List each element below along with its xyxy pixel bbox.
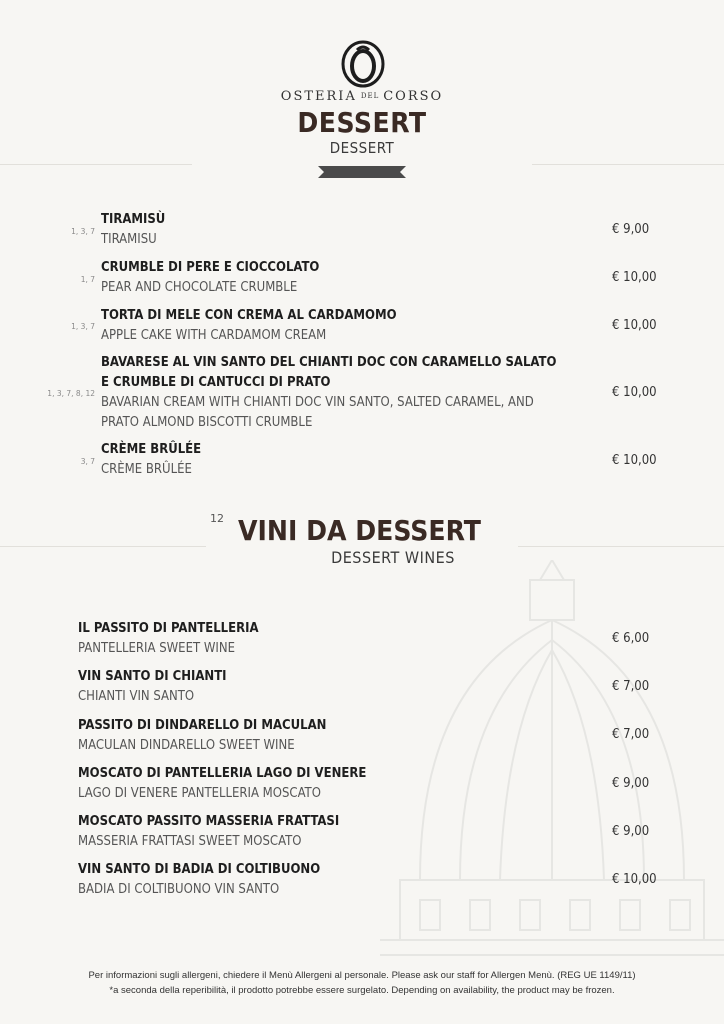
item-name-it: TIRAMISÙ xyxy=(101,212,166,227)
item-name-it: CRÈME BRÛLÉE xyxy=(101,442,202,457)
item-name-en: APPLE CAKE WITH CARDAMOM CREAM xyxy=(101,328,327,343)
item-name-en: TIRAMISU xyxy=(101,232,157,247)
item-name-it: VIN SANTO DI BADIA DI COLTIBUONO xyxy=(78,862,321,877)
section-subtitle: DESSERT WINES xyxy=(331,548,455,567)
osteria-logo-icon xyxy=(340,40,386,88)
allergen-codes: 1, 3, 7 xyxy=(71,322,95,331)
item-name-it: CRUMBLE DI PERE E CIOCCOLATO xyxy=(101,260,320,275)
allergen-codes: 1, 3, 7 xyxy=(71,227,95,236)
duomo-watermark-image xyxy=(380,560,724,960)
frozen-note: *a seconda della reperibilità, il prodotto potrebbe essere surgelato. Depending on availability, the product may be frozen. xyxy=(109,985,615,996)
footer-notes xyxy=(0,968,724,998)
item-name-en: PANTELLERIA SWEET WINE xyxy=(78,641,235,656)
item-name-it: MOSCATO PASSITO MASSERIA FRATTASI xyxy=(78,814,340,829)
divider-left xyxy=(0,164,192,165)
restaurant-name: OSTERIA DEL CORSO xyxy=(280,89,444,104)
item-price: € 6,00 xyxy=(612,631,650,646)
item-price: € 10,00 xyxy=(612,318,657,333)
item-name-it: MOSCATO DI PANTELLERIA LAGO DI VENERE xyxy=(78,766,367,781)
title-ribbon xyxy=(318,166,406,178)
menu-item xyxy=(78,716,326,756)
divider-left xyxy=(0,546,206,547)
item-price: € 7,00 xyxy=(612,679,650,694)
item-price: € 9,00 xyxy=(612,776,650,791)
menu-item xyxy=(78,764,366,804)
item-name-en: BAVARIAN CREAM WITH CHIANTI DOC VIN SANTO, SALTED CARAMEL, AND xyxy=(101,395,534,410)
item-price: € 10,00 xyxy=(612,453,657,468)
item-name-it: BAVARESE AL VIN SANTO DEL CHIANTI DOC CON CARAMELLO SALATO xyxy=(101,355,557,370)
menu-item xyxy=(101,306,397,346)
menu-item xyxy=(101,258,319,298)
item-name-it: PASSITO DI DINDARELLO DI MACULAN xyxy=(78,718,327,733)
menu-item xyxy=(101,210,165,250)
item-name-it: TORTA DI MELE CON CREMA AL CARDAMOMO xyxy=(101,308,397,323)
item-price: € 10,00 xyxy=(612,385,657,400)
page-title: DESSERT xyxy=(297,106,427,139)
section-title: VINI DA DESSERT xyxy=(238,514,481,547)
item-name-en: MASSERIA FRATTASI SWEET MOSCATO xyxy=(78,834,302,849)
item-name-en: MACULAN DINDARELLO SWEET WINE xyxy=(78,738,295,753)
item-name-en: CRÈME BRÛLÉE xyxy=(101,462,192,477)
allergen-note: Per informazioni sugli allergeni, chiedere il Menù Allergeni al personale. Please ask our staff for Allergen Menù. (REG UE 1149/11) xyxy=(88,970,636,981)
menu-item xyxy=(78,619,259,659)
item-price: € 7,00 xyxy=(612,727,650,742)
item-name-en: PEAR AND CHOCOLATE CRUMBLE xyxy=(101,280,298,295)
item-price: € 10,00 xyxy=(612,270,657,285)
item-name-en: CHIANTI VIN SANTO xyxy=(78,689,195,704)
page-subtitle: DESSERT xyxy=(329,139,395,157)
allergen-codes: 3, 7 xyxy=(80,457,95,466)
menu-item xyxy=(78,860,320,900)
menu-item xyxy=(78,667,227,707)
menu-item xyxy=(101,440,201,480)
item-price: € 10,00 xyxy=(612,872,657,887)
item-name-it: IL PASSITO DI PANTELLERIA xyxy=(78,621,259,636)
divider-right xyxy=(518,546,724,547)
allergen-codes: 1, 3, 7, 8, 12 xyxy=(47,389,95,398)
item-price: € 9,00 xyxy=(612,222,650,237)
menu-item xyxy=(78,812,339,852)
item-name-en: PRATO ALMOND BISCOTTI CRUMBLE xyxy=(101,415,313,430)
item-name-it: VIN SANTO DI CHIANTI xyxy=(78,669,227,684)
item-name-it: E CRUMBLE DI CANTUCCI DI PRATO xyxy=(101,375,331,390)
divider-right xyxy=(532,164,724,165)
menu-item xyxy=(101,353,556,433)
item-name-en: BADIA DI COLTIBUONO VIN SANTO xyxy=(78,882,280,897)
allergen-codes: 1, 7 xyxy=(80,275,95,284)
allergen-codes: 12 xyxy=(210,512,224,525)
item-price: € 9,00 xyxy=(612,824,650,839)
item-name-en: LAGO DI VENERE PANTELLERIA MOSCATO xyxy=(78,786,321,801)
